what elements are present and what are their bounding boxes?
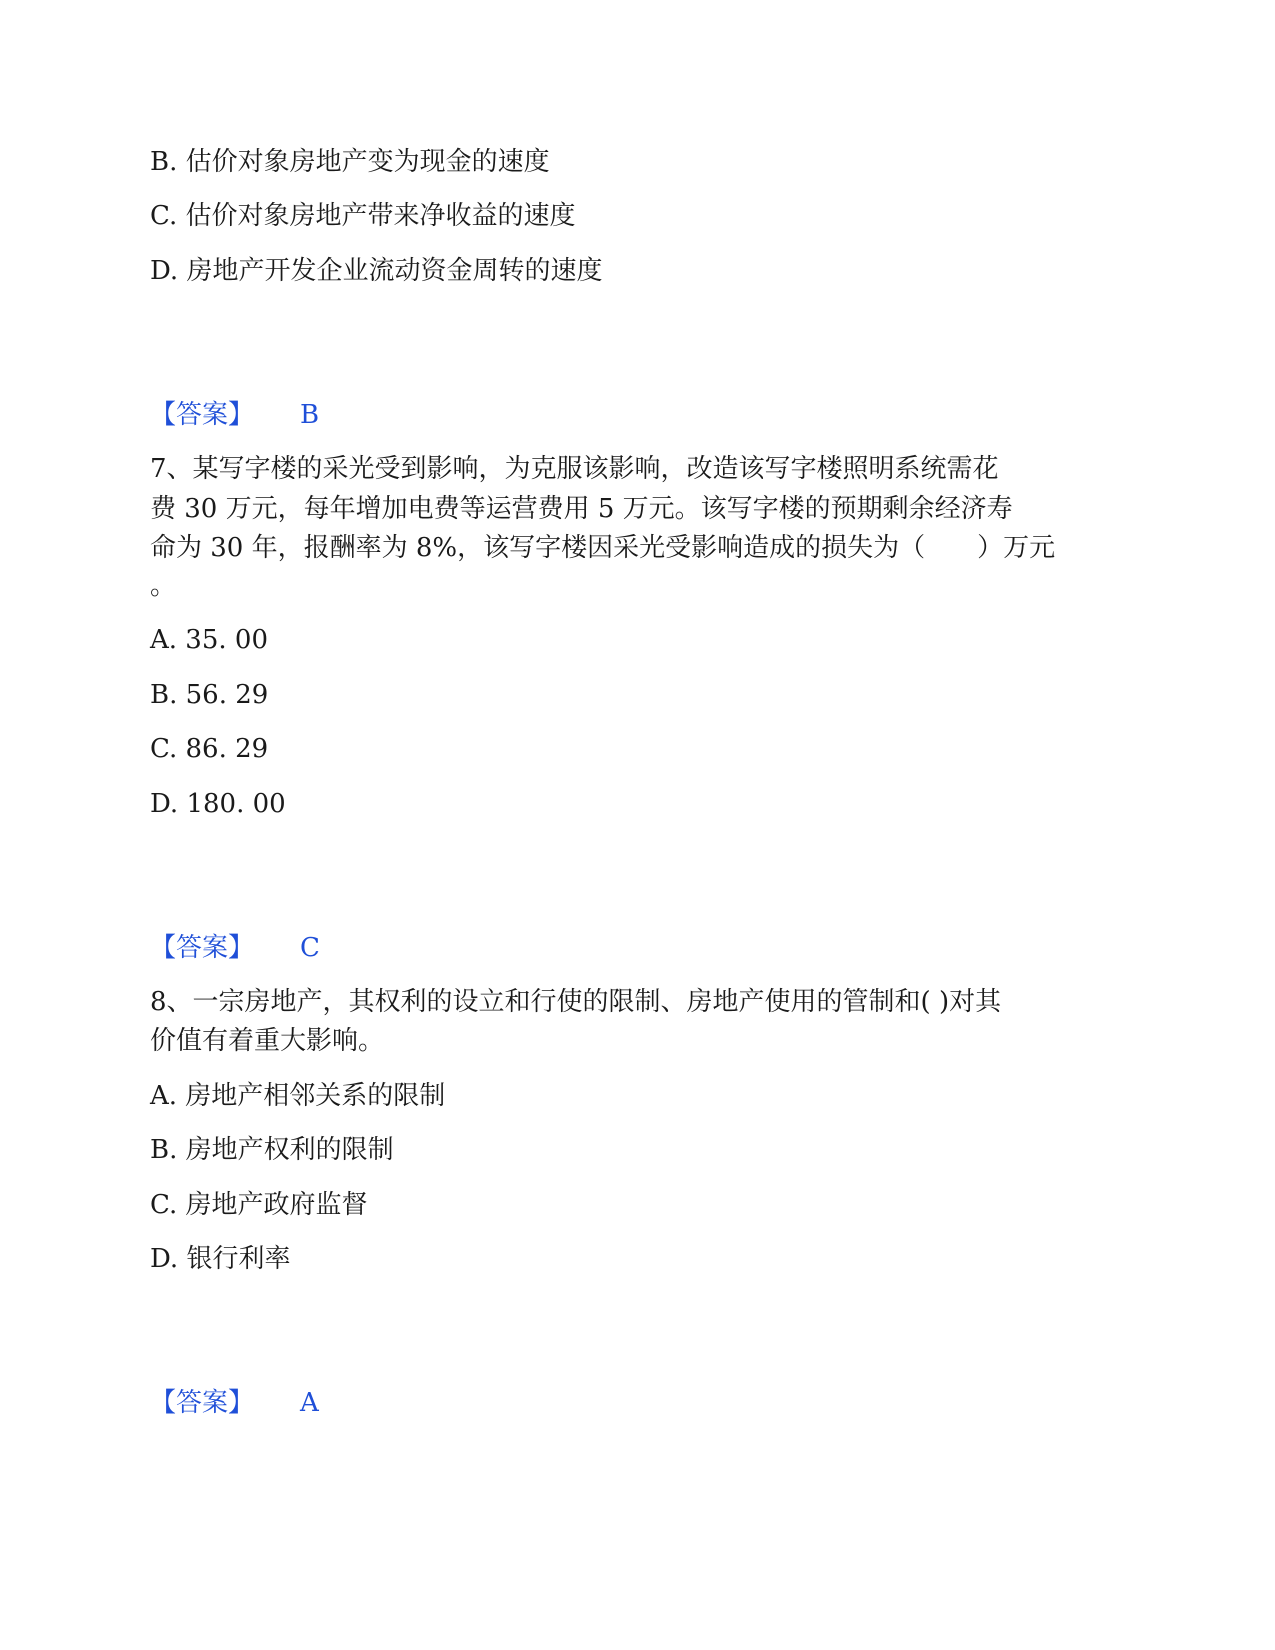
q8-question-line-2: 价值有着重大影响。 — [150, 1026, 385, 1056]
q8-option-c: C. 房地产政府监督 — [150, 1190, 368, 1220]
answer-value: C — [300, 933, 320, 963]
q7-question-line-2: 费 30 万元，每年增加电费等运营费用 5 万元。该写字楼的预期剩余经济寿 — [150, 494, 1013, 524]
answer-label: 【答案】 — [150, 1388, 255, 1418]
q7-option-b: B. 56. 29 — [150, 680, 269, 710]
q7-question-line-3: 命为 30 年，报酬率为 8%，该写字楼因采光受影响造成的损失为（ ）万元 — [150, 533, 1056, 563]
q7-option-c: C. 86. 29 — [150, 734, 269, 764]
q7-option-d: D. 180. 00 — [150, 789, 286, 819]
q7-question-line-4: 。 — [150, 571, 177, 601]
q7-option-a: A. 35. 00 — [150, 625, 269, 655]
answer-value: B — [300, 400, 320, 430]
q8-option-d: D. 银行利率 — [150, 1244, 291, 1274]
q6-option-c: C. 估价对象房地产带来净收益的速度 — [150, 201, 576, 231]
q7-answer — [150, 932, 320, 964]
q8-question-line-1: 8、一宗房地产，其权利的设立和行使的限制、房地产使用的管制和( )对其 — [150, 987, 1002, 1017]
q7-question-line-1: 7、某写字楼的采光受到影响，为克服该影响，改造该写字楼照明系统需花 — [150, 454, 999, 484]
answer-label: 【答案】 — [150, 933, 255, 963]
q8-option-a: A. 房地产相邻关系的限制 — [150, 1081, 446, 1111]
q6-option-b: B. 估价对象房地产变为现金的速度 — [150, 147, 550, 177]
answer-label: 【答案】 — [150, 400, 255, 430]
q8-option-b: B. 房地产权利的限制 — [150, 1135, 394, 1165]
q6-answer — [150, 399, 319, 431]
q6-option-d: D. 房地产开发企业流动资金周转的速度 — [150, 256, 603, 286]
q8-answer — [150, 1387, 319, 1419]
answer-value: A — [300, 1388, 319, 1418]
